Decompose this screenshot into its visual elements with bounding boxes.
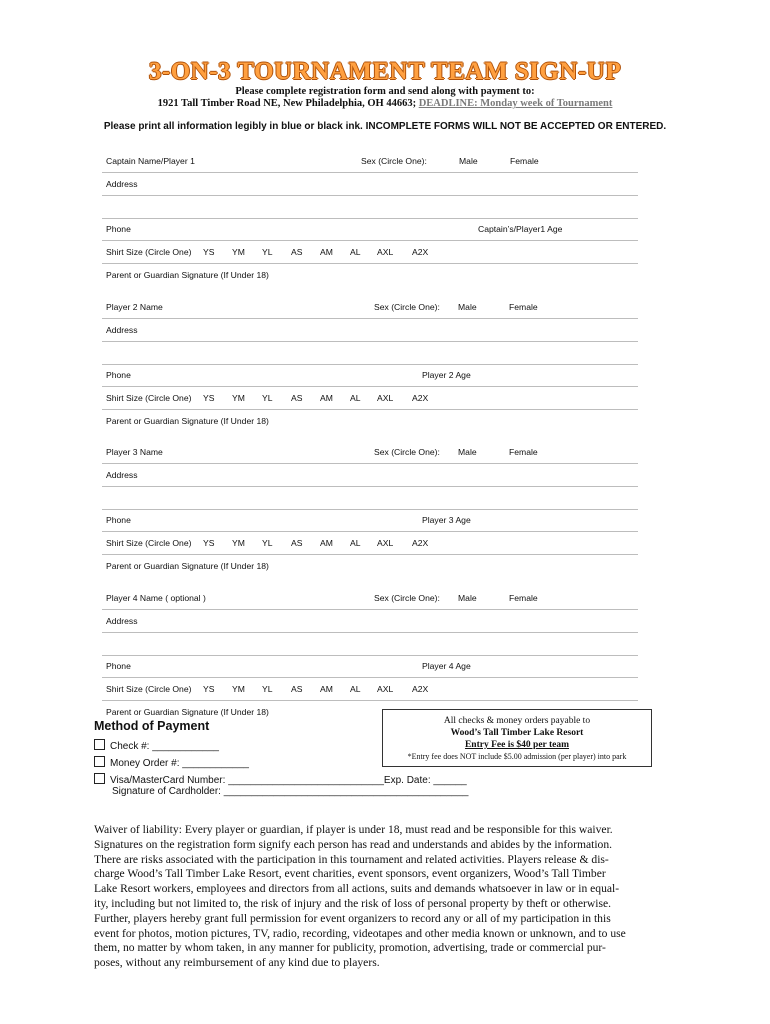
sex-option-female[interactable]: Female xyxy=(510,156,539,166)
address-label: Address xyxy=(106,616,138,626)
payment-info-box xyxy=(382,709,652,767)
check-checkbox[interactable] xyxy=(94,739,105,750)
name-row[interactable] xyxy=(102,296,638,319)
address-row[interactable] xyxy=(102,173,638,196)
waiver-line: There are risks associated with the participation in this tournament and related activities. Players release & dis- xyxy=(94,852,609,866)
size-as[interactable]: AS xyxy=(291,393,303,403)
address-label: Address xyxy=(106,325,138,335)
size-axl[interactable]: AXL xyxy=(377,393,394,403)
mailing-address-line xyxy=(0,98,770,109)
sex-option-male[interactable]: Male xyxy=(458,302,477,312)
waiver-line: poses, without any reimbursement of any kind due to players. xyxy=(94,956,380,970)
name-row[interactable] xyxy=(102,441,638,464)
waiver-line: them, no matter by whom taken, in any manner for publicity, promotion, advertising, trade or commercial pur- xyxy=(94,941,606,955)
size-as[interactable]: AS xyxy=(291,538,303,548)
waiver-line: Lake Resort workers, employees and directors from all actions, suits and demands whatsoever in law or in equal- xyxy=(94,882,620,896)
sex-option-male[interactable]: Male xyxy=(459,156,478,166)
player-block-3 xyxy=(102,441,638,587)
card-option[interactable] xyxy=(94,773,467,787)
admission-note: *Entry fee does NOT include $5.00 admission (per player) into park xyxy=(407,752,627,761)
size-yl[interactable]: YL xyxy=(262,538,273,548)
money-order-checkbox[interactable] xyxy=(94,756,105,767)
address-row[interactable] xyxy=(102,319,638,342)
parent-signature-row[interactable] xyxy=(102,410,638,432)
address-label: Address xyxy=(106,470,138,480)
check-label: Check #: ____________ xyxy=(110,741,219,752)
size-a2x[interactable]: A2X xyxy=(412,393,429,403)
sex-option-female[interactable]: Female xyxy=(509,447,538,457)
deadline-text: DEADLINE: Monday week of Tournament xyxy=(418,98,613,109)
shirt-size-row xyxy=(102,387,638,410)
parent-signature-label: Parent or Guardian Signature (If Under 18) xyxy=(106,270,269,280)
phone-row[interactable] xyxy=(102,509,638,532)
sex-label: Sex (Circle One): xyxy=(374,593,440,603)
size-axl[interactable]: AXL xyxy=(377,684,394,694)
card-label: Visa/MasterCard Number: ____________________________Exp. Date: ______ xyxy=(110,775,467,786)
age-label: Player 3 Age xyxy=(422,515,471,525)
resort-name: Wood’s Tall Timber Lake Resort xyxy=(450,728,584,738)
parent-signature-row[interactable] xyxy=(102,264,638,286)
age-label: Player 4 Age xyxy=(422,661,471,671)
size-yl[interactable]: YL xyxy=(262,393,273,403)
size-am[interactable]: AM xyxy=(320,393,333,403)
parent-signature-label: Parent or Guardian Signature (If Under 18) xyxy=(106,416,269,426)
card-checkbox[interactable] xyxy=(94,773,105,784)
address-row-2[interactable] xyxy=(102,487,638,510)
phone-label: Phone xyxy=(106,661,131,671)
size-ys[interactable]: YS xyxy=(203,684,215,694)
size-al[interactable]: AL xyxy=(350,247,361,257)
waiver-line: Waiver of liability: Every player or guardian, if player is under 18, must read and be responsible for this waiver. xyxy=(94,823,613,836)
size-ys[interactable]: YS xyxy=(203,393,215,403)
size-ys[interactable]: YS xyxy=(203,538,215,548)
size-a2x[interactable]: A2X xyxy=(412,247,429,257)
waiver-of-liability xyxy=(94,823,684,971)
sex-label: Sex (Circle One): xyxy=(374,447,440,457)
shirt-size-label: Shirt Size (Circle One) xyxy=(106,684,192,694)
size-ym[interactable]: YM xyxy=(232,247,245,257)
player-name-label: Player 3 Name xyxy=(106,447,163,457)
address-row-2[interactable] xyxy=(102,342,638,365)
size-ym[interactable]: YM xyxy=(232,684,245,694)
money-order-label: Money Order #: ____________ xyxy=(110,758,249,769)
size-yl[interactable]: YL xyxy=(262,684,273,694)
mailing-address: 1921 Tall Timber Road NE, New Philadelphia, OH 44663; xyxy=(157,98,419,109)
size-am[interactable]: AM xyxy=(320,247,333,257)
address-row[interactable] xyxy=(102,464,638,487)
parent-signature-label: Parent or Guardian Signature (If Under 18) xyxy=(106,561,269,571)
waiver-line: charge Wood’s Tall Timber Lake Resort, event charities, event sponsors, event organizers, Wood’s Tall Timber xyxy=(94,867,606,881)
player-block-2 xyxy=(102,296,638,442)
size-al[interactable]: AL xyxy=(350,393,361,403)
shirt-size-row xyxy=(102,678,638,701)
money-order-option[interactable] xyxy=(94,756,249,770)
size-a2x[interactable]: A2X xyxy=(412,684,429,694)
mailing-instruction: Please complete registration form and send along with payment to: xyxy=(235,86,535,97)
size-ym[interactable]: YM xyxy=(232,538,245,548)
phone-row[interactable] xyxy=(102,218,638,241)
address-row-2[interactable] xyxy=(102,633,638,656)
phone-label: Phone xyxy=(106,224,131,234)
method-of-payment-heading: Method of Payment xyxy=(94,719,210,733)
size-as[interactable]: AS xyxy=(291,247,303,257)
shirt-size-label: Shirt Size (Circle One) xyxy=(106,393,192,403)
player-block-1 xyxy=(102,150,638,296)
size-axl[interactable]: AXL xyxy=(377,538,394,548)
size-yl[interactable]: YL xyxy=(262,247,273,257)
address-row-2[interactable] xyxy=(102,196,638,219)
waiver-line: ity, including but not limited to, the risk of injury and the risk of loss of personal property by theft or otherwise. xyxy=(94,896,612,910)
ink-notice: Please print all information legibly in blue or black ink. INCOMPLETE FORMS WILL NOT BE ACCEPTED OR ENTERED. xyxy=(103,121,667,132)
address-row[interactable] xyxy=(102,610,638,633)
phone-label: Phone xyxy=(106,515,131,525)
player-name-label: Player 2 Name xyxy=(106,302,163,312)
waiver-line: Signatures on the registration form signify each person has read and understands and abides by the information. xyxy=(94,837,613,851)
shirt-size-row xyxy=(102,241,638,264)
shirt-size-row xyxy=(102,532,638,555)
check-option[interactable] xyxy=(94,739,219,753)
form-title: 3-ON-3 TOURNAMENT TEAM SIGN-UP xyxy=(148,58,622,85)
name-row[interactable] xyxy=(102,587,638,610)
size-ym[interactable]: YM xyxy=(232,393,245,403)
size-al[interactable]: AL xyxy=(350,538,361,548)
address-label: Address xyxy=(106,179,138,189)
size-am[interactable]: AM xyxy=(320,684,333,694)
entry-fee: Entry Fee is $40 per team xyxy=(464,740,570,750)
phone-row[interactable] xyxy=(102,655,638,678)
parent-signature-row[interactable] xyxy=(102,555,638,577)
sex-label: Sex (Circle One): xyxy=(374,302,440,312)
waiver-line: event for photos, motion pictures, TV, radio, recording, videotapes and other media known or unknown, and to use xyxy=(94,926,626,940)
waiver-line: Further, players hereby grant full permission for event organizers to record any or all of my participation in this xyxy=(94,911,611,925)
size-al[interactable]: AL xyxy=(350,684,361,694)
sex-option-female[interactable]: Female xyxy=(509,593,538,603)
sex-option-male[interactable]: Male xyxy=(458,447,477,457)
parent-signature-label: Parent or Guardian Signature (If Under 18) xyxy=(106,707,269,717)
age-label: Captain’s/Player1 Age xyxy=(478,224,563,234)
phone-label: Phone xyxy=(106,370,131,380)
size-axl[interactable]: AXL xyxy=(377,247,394,257)
sex-option-female[interactable]: Female xyxy=(509,302,538,312)
size-a2x[interactable]: A2X xyxy=(412,538,429,548)
size-as[interactable]: AS xyxy=(291,684,303,694)
sex-option-male[interactable]: Male xyxy=(458,593,477,603)
phone-row[interactable] xyxy=(102,364,638,387)
cardholder-signature[interactable]: Signature of Cardholder: ____________________________________________ xyxy=(112,786,469,797)
sex-label: Sex (Circle One): xyxy=(361,156,427,166)
shirt-size-label: Shirt Size (Circle One) xyxy=(106,247,192,257)
player-name-label: Player 4 Name ( optional ) xyxy=(106,593,206,603)
age-label: Player 2 Age xyxy=(422,370,471,380)
name-row[interactable] xyxy=(102,150,638,173)
size-am[interactable]: AM xyxy=(320,538,333,548)
size-ys[interactable]: YS xyxy=(203,247,215,257)
player-name-label: Captain Name/Player 1 xyxy=(106,156,195,166)
shirt-size-label: Shirt Size (Circle One) xyxy=(106,538,192,548)
payable-to-text: All checks & money orders payable to xyxy=(443,716,591,726)
